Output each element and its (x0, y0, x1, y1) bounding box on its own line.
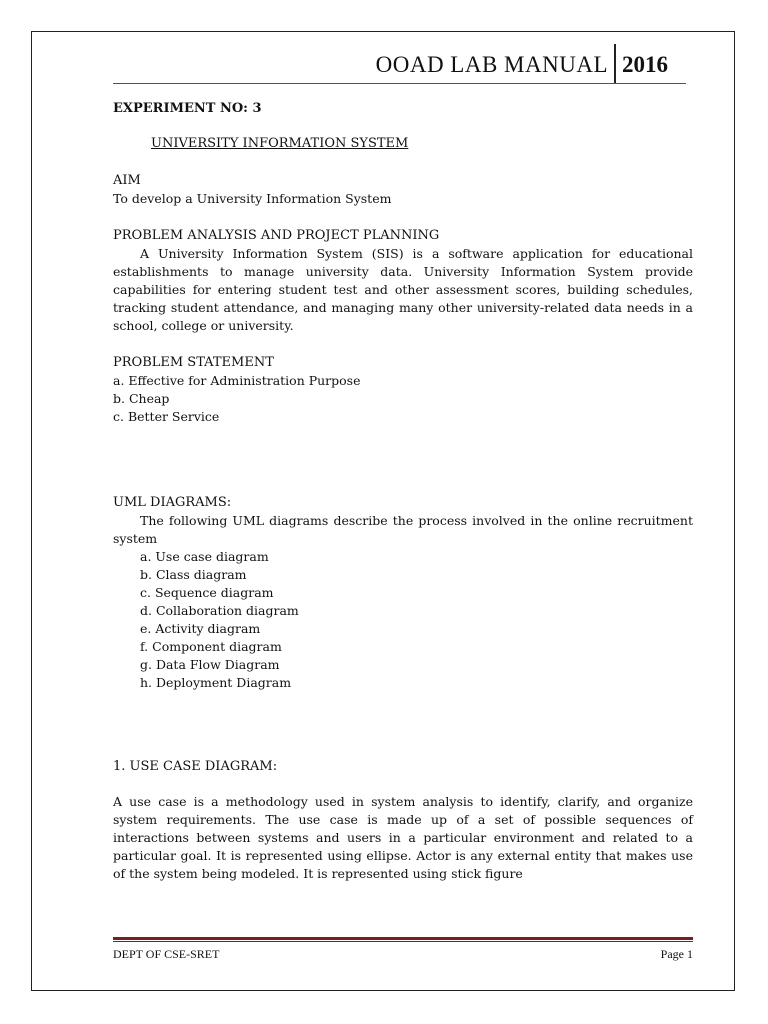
experiment-title: UNIVERSITY INFORMATION SYSTEM (151, 136, 409, 151)
document-body (113, 100, 693, 883)
problem-list (113, 372, 693, 426)
footer-department: DEPT OF CSE-SRET (113, 947, 220, 961)
uml-list (113, 548, 693, 692)
uml-item: d. Collaboration diagram (140, 603, 299, 618)
aim-heading: AIM (113, 173, 141, 188)
usecase-heading: 1. USE CASE DIAGRAM: (113, 759, 278, 774)
uml-item: e. Activity diagram (140, 621, 261, 636)
header-year: 2016 (622, 52, 668, 77)
footer-rule (113, 937, 693, 940)
footer-page-number: Page 1 (660, 947, 693, 961)
header-title: OOAD LAB MANUAL (375, 52, 608, 77)
uml-item: b. Class diagram (140, 567, 247, 582)
problem-item: b. Cheap (113, 391, 170, 406)
analysis-text: A University Information System (SIS) is a software application for educational establishments to manage university data. University Information System provide capabilities for entering student test and other assessment scores, building schedules, tracking student attendance, and managing many other university-related data needs in a school, college or university. (113, 246, 693, 333)
uml-item: g. Data Flow Diagram (140, 657, 280, 672)
experiment-number: EXPERIMENT NO: 3 (113, 101, 262, 116)
problem-item: a. Effective for Administration Purpose (113, 373, 361, 388)
header-rule (113, 83, 686, 84)
problem-heading: PROBLEM STATEMENT (113, 355, 274, 370)
uml-heading: UML DIAGRAMS: (113, 495, 232, 510)
footer-rule-thin (113, 941, 693, 942)
uml-intro: The following UML diagrams describe the process involved in the online recruitment system (113, 513, 693, 546)
problem-item: c. Better Service (113, 409, 220, 424)
uml-item: c. Sequence diagram (140, 585, 274, 600)
uml-item: h. Deployment Diagram (140, 675, 292, 690)
usecase-text: A use case is a methodology used in system analysis to identify, clarify, and organize system requirements. The use case is made up of a set of possible sequences of interactions between systems and users in a particular environment and related to a particular goal. It is represented using ellipse. Actor is any external entity that makes use of the system being modeled. It is represented using stick figure (113, 794, 693, 881)
analysis-heading: PROBLEM ANALYSIS AND PROJECT PLANNING (113, 228, 440, 243)
uml-item: f. Component diagram (140, 639, 282, 654)
uml-item: a. Use case diagram (140, 549, 269, 564)
header-divider (614, 44, 616, 84)
aim-text: To develop a University Information System (113, 191, 392, 206)
